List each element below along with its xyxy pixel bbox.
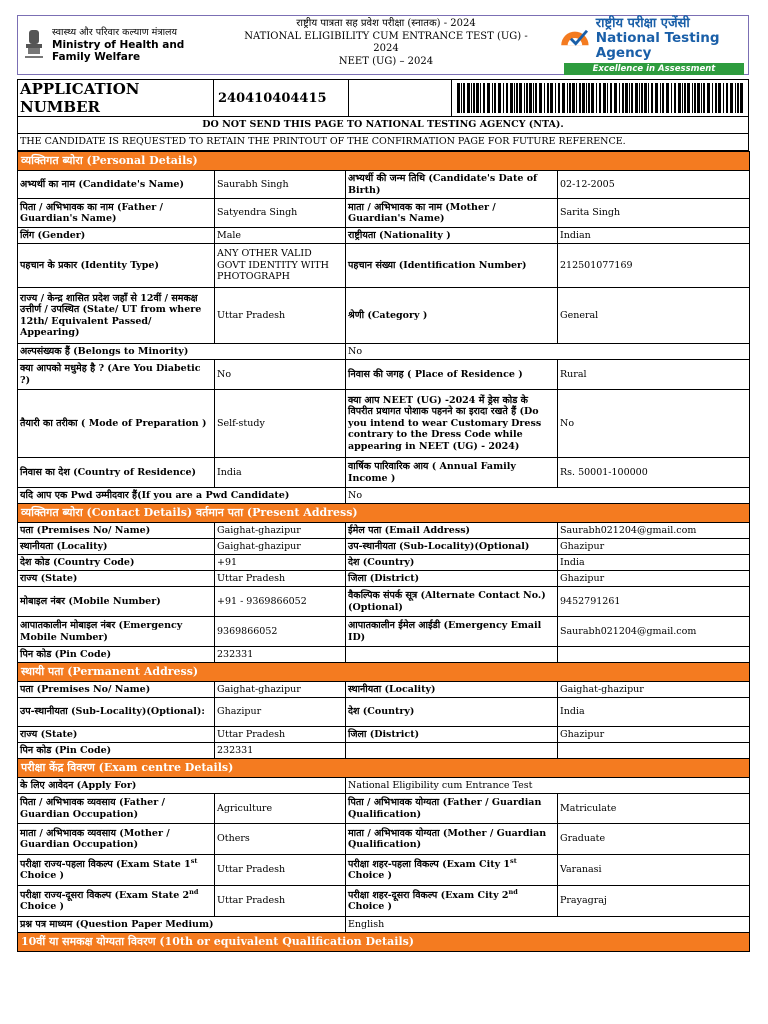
present-locality-label: स्थानीयता (Locality) [18,539,215,555]
present-country-value: India [558,555,750,571]
emergency-email-label: आपातकालीन ईमेल आईडी (Emergency Email ID) [346,617,558,647]
apply-for-label: के लिए आवेदन (Apply For) [18,778,346,794]
identity-type-label: पहचान के प्रकार (Identity Type) [18,244,215,288]
present-sublocality-label: उप-स्थानीयता (Sub-Locality)(Optional) [346,539,558,555]
exam-state-1-label: परीक्षा राज्य-पहला विकल्प (Exam State 1st Choice ) [18,855,215,886]
state-12th-value: Uttar Pradesh [215,288,346,344]
nationality-value: Indian [558,228,750,244]
barcode-icon [455,83,745,113]
permanent-state-value: Uttar Pradesh [215,727,346,743]
confirmation-page [17,15,749,952]
permanent-country-label: देश (Country) [346,698,558,727]
permanent-district-label: जिला (District) [346,727,558,743]
family-income-value: Rs. 50001-100000 [558,458,750,488]
nta-logo-icon [558,25,592,51]
candidate-name-label: अभ्यर्थी का नाम (Candidate's Name) [18,171,215,199]
present-premises-label: पता (Premises No/ Name) [18,523,215,539]
dob-value: 02-12-2005 [558,171,750,199]
nta-name-english: National Testing Agency [595,29,720,61]
identification-number-label: पहचान संख्या (Identification Number) [346,244,558,288]
present-locality-value: Gaighat-ghazipur [215,539,346,555]
section-contact-details: व्यक्तिगत ब्योरा (Contact Details) वर्तमान पता (Present Address) [18,504,750,523]
present-district-value: Ghazipur [558,571,750,587]
present-state-value: Uttar Pradesh [215,571,346,587]
section-personal-details: व्यक्तिगत ब्योरा (Personal Details) [18,152,750,171]
exam-title-short: NEET (UG) – 2024 [338,55,434,67]
dress-code-value: No [558,390,750,458]
paper-medium-value: English [346,917,750,933]
pwd-value: No [346,488,750,504]
paper-medium-label: प्रश्न पत्र माध्यम (Question Paper Medium) [18,917,346,933]
nta-name-hindi: राष्ट्रीय परीक्षा एजेंसी [595,15,690,31]
mobile-label: मोबाइल नंबर (Mobile Number) [18,587,215,617]
preparation-mode-value: Self-study [215,390,346,458]
permanent-sublocality-label: उप-स्थानीयता (Sub-Locality)(Optional): [18,698,215,727]
notice-retain-printout: THE CANDIDATE IS REQUESTED TO RETAIN THE PRINTOUT OF THE CONFIRMATION PAGE FOR FUTURE REFERENCE. [17,134,749,151]
section-exam-centre: परीक्षा केंद्र विवरण (Exam centre Details) [18,759,750,778]
mother-qualification-label: माता / अभिभावक योग्यता (Mother / Guardian Qualification) [346,824,558,855]
emergency-mobile-label: आपातकालीन मोबाइल नंबर (Emergency Mobile Number) [18,617,215,647]
nta-logo-block [558,16,748,74]
present-country-label: देश (Country) [346,555,558,571]
barcode [452,80,748,116]
ministry-name-hindi: स्वास्थ्य और परिवार कल्याण मंत्रालय [52,27,177,38]
exam-city-2-label: परीक्षा शहर-दूसरा विकल्प (Exam City 2nd Choice ) [346,886,558,917]
gender-value: Male [215,228,346,244]
email-value: Saurabh021204@gmail.com [558,523,750,539]
ministry-name-line2: Family Welfare [52,51,141,63]
country-residence-label: निवास का देश (Country of Residence) [18,458,215,488]
exam-city-1-label: परीक्षा शहर-पहला विकल्प (Exam City 1st Choice ) [346,855,558,886]
exam-state-1-value: Uttar Pradesh [215,855,346,886]
father-occupation-value: Agriculture [215,794,346,824]
nationality-label: राष्ट्रीयता (Nationality ) [346,228,558,244]
emergency-mobile-value: 9369866052 [215,617,346,647]
permanent-premises-value: Gaighat-ghazipur [215,682,346,698]
exam-title-hindi: राष्ट्रीय पात्रता सह प्रवेश परीक्षा (स्नातक) - 2024 [296,18,476,29]
minority-label: अल्पसंख्यक हैं (Belongs to Minority) [18,344,346,360]
minority-value: No [346,344,750,360]
exam-city-2-value: Prayagraj [558,886,750,917]
gender-label: लिंग (Gender) [18,228,215,244]
permanent-pin-value: 232331 [215,743,346,759]
permanent-premises-label: पता (Premises No/ Name) [18,682,215,698]
identity-type-value: ANY OTHER VALID GOVT IDENTITY WITH PHOTOGRAPH [215,244,346,288]
residence-value: Rural [558,360,750,390]
exam-city-1-value: Varanasi [558,855,750,886]
present-district-label: जिला (District) [346,571,558,587]
section-qualification: 10वीं या समकक्ष योग्यता विवरण (10th or equivalent Qualification Details) [18,933,750,952]
residence-label: निवास की जगह ( Place of Residence ) [346,360,558,390]
alternate-contact-value: 9452791261 [558,587,750,617]
father-qualification-label: पिता / अभिभावक योग्यता (Father / Guardian Qualification) [346,794,558,824]
father-name-value: Satyendra Singh [215,199,346,228]
exam-state-2-value: Uttar Pradesh [215,886,346,917]
permanent-state-label: राज्य (State) [18,727,215,743]
preparation-mode-label: तैयारी का तरीका ( Mode of Preparation ) [18,390,215,458]
mother-name-value: Sarita Singh [558,199,750,228]
permanent-pin-label: पिन कोड (Pin Code) [18,743,215,759]
diabetic-value: No [215,360,346,390]
nta-tagline: Excellence in Assessment [564,63,744,75]
state-emblem-icon [22,28,46,62]
present-pin-label: पिन कोड (Pin Code) [18,647,215,663]
present-state-label: राज्य (State) [18,571,215,587]
country-code-label: देश कोड (Country Code) [18,555,215,571]
application-number-value: 240410404415 [214,80,349,116]
emergency-email-value: Saurabh021204@gmail.com [558,617,750,647]
category-label: श्रेणी (Category ) [346,288,558,344]
apply-for-value: National Eligibility cum Entrance Test [346,778,750,794]
candidate-name-value: Saurabh Singh [215,171,346,199]
ministry-block [18,16,214,74]
section-permanent-address: स्थायी पता (Permanent Address) [18,663,750,682]
mother-qualification-value: Graduate [558,824,750,855]
exam-title-line2: 2024 [373,43,399,54]
dress-code-label: क्या आप NEET (UG) -2024 में ड्रेस कोड के विपरीत प्रथागत पोशाक पहनने का इरादा रखते हैं (Do you intend to wear Customary Dress contrary to the Dress Code while appearing in NEET (UG) - 2024) [346,390,558,458]
alternate-contact-label: वैकल्पिक संपर्क सूत्र (Alternate Contact No.) (Optional) [346,587,558,617]
family-income-label: वार्षिक पारिवारिक आय ( Annual Family Income ) [346,458,558,488]
ministry-name-line1: Ministry of Health and [52,39,185,51]
email-label: ईमेल पता (Email Address) [346,523,558,539]
category-value: General [558,288,750,344]
state-12th-label: राज्य / केन्द्र शासित प्रदेश जहाँ से 12वीं / समकक्ष उत्तीर्ण / उपस्थित (State/ UT from where 12th/ Equivalent Passed/ Appearing) [18,288,215,344]
details-table [17,151,750,952]
identification-number-value: 212501077169 [558,244,750,288]
mother-occupation-label: माता / अभिभावक व्यवसाय (Mother / Guardian Occupation) [18,824,215,855]
page-header [17,15,749,75]
exam-title-block [214,16,558,74]
application-number-row [17,79,749,117]
exam-title-line1: NATIONAL ELIGIBILITY CUM ENTRANCE TEST (UG) - [244,30,528,42]
present-sublocality-value: Ghazipur [558,539,750,555]
permanent-country-value: India [558,698,750,727]
notice-do-not-send: DO NOT SEND THIS PAGE TO NATIONAL TESTING AGENCY (NTA). [17,117,749,134]
exam-state-2-label: परीक्षा राज्य-दूसरा विकल्प (Exam State 2nd Choice ) [18,886,215,917]
dob-label: अभ्यर्थी की जन्म तिथि (Candidate's Date of Birth) [346,171,558,199]
country-code-value: +91 [215,555,346,571]
application-number-label: APPLICATION NUMBER [18,80,214,116]
diabetic-label: क्या आपको मधुमेह है ? (Are You Diabetic ?) [18,360,215,390]
pwd-label: यदि आप एक Pwd उम्मीदवार हैं(If you are a Pwd Candidate) [18,488,346,504]
present-premises-value: Gaighat-ghazipur [215,523,346,539]
country-residence-value: India [215,458,346,488]
father-occupation-label: पिता / अभिभावक व्यवसाय (Father / Guardian Occupation) [18,794,215,824]
mother-occupation-value: Others [215,824,346,855]
permanent-district-value: Ghazipur [558,727,750,743]
permanent-locality-value: Gaighat-ghazipur [558,682,750,698]
father-name-label: पिता / अभिभावक का नाम (Father / Guardian's Name) [18,199,215,228]
permanent-sublocality-value: Ghazipur [215,698,346,727]
present-pin-value: 232331 [215,647,346,663]
mother-name-label: माता / अभिभावक का नाम (Mother / Guardian's Name) [346,199,558,228]
father-qualification-value: Matriculate [558,794,750,824]
mobile-value: +91 - 9369866052 [215,587,346,617]
permanent-locality-label: स्थानीयता (Locality) [346,682,558,698]
